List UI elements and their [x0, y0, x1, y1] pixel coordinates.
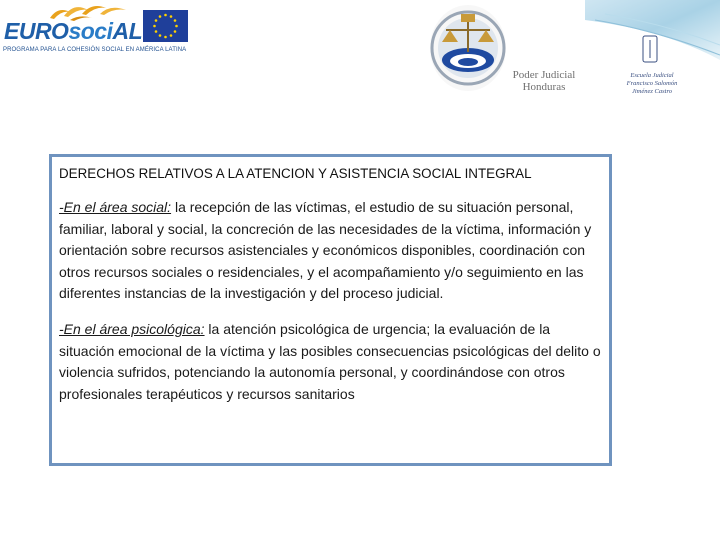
eu-flag-icon — [143, 10, 188, 42]
psychological-area-lead: -En el área psicológica: — [59, 320, 205, 337]
escuela-judicial-line1: Escuela Judicial — [630, 72, 674, 79]
poder-judicial-line2: Honduras — [522, 81, 566, 93]
content-box — [49, 154, 612, 466]
social-area-lead: -En el área social: — [59, 199, 172, 215]
psychological-area-paragraph — [59, 319, 603, 405]
poder-judicial-line1: Poder Judicial — [512, 69, 576, 81]
content-title: DERECHOS RELATIVOS A LA ATENCION Y ASISTENCIA SOCIAL INTEGRAL — [59, 166, 532, 181]
social-area-text: la recepción de las víctimas, el estudio de su situación personal, familiar, laboral y social, la concreción de las necesidades de la víctima, información y orientación sobre recursos asistenciales y económicos disponibles, coordinación con otros recursos sociales o residenciales, y el acompañamiento y/o seguimiento en las diferentes instancias de la investigación y del proceso judicial. — [59, 199, 592, 302]
escuela-judicial-text — [617, 72, 687, 96]
poder-judicial-text — [508, 69, 580, 93]
eurosocial-wordmark: EUROsociAL — [4, 18, 143, 44]
eurosocial-tagline: PROGRAMA PARA LA COHESIÓN SOCIAL EN AMÉRICA LATINA — [3, 47, 187, 53]
escuela-judicial-line2: Francisco Salomón Jiménez Castro — [626, 80, 678, 95]
social-area-paragraph — [59, 197, 603, 305]
psychological-area-text: la atención psicológica de urgencia; la evaluación de la situación emocional de la víctima y las posibles consecuencias psicológicas del delito o violencia sufridos, potenciando la autonomía personal, y coordinándose con otros profesionales terapéuticos y recursos sanitarios — [59, 320, 601, 402]
